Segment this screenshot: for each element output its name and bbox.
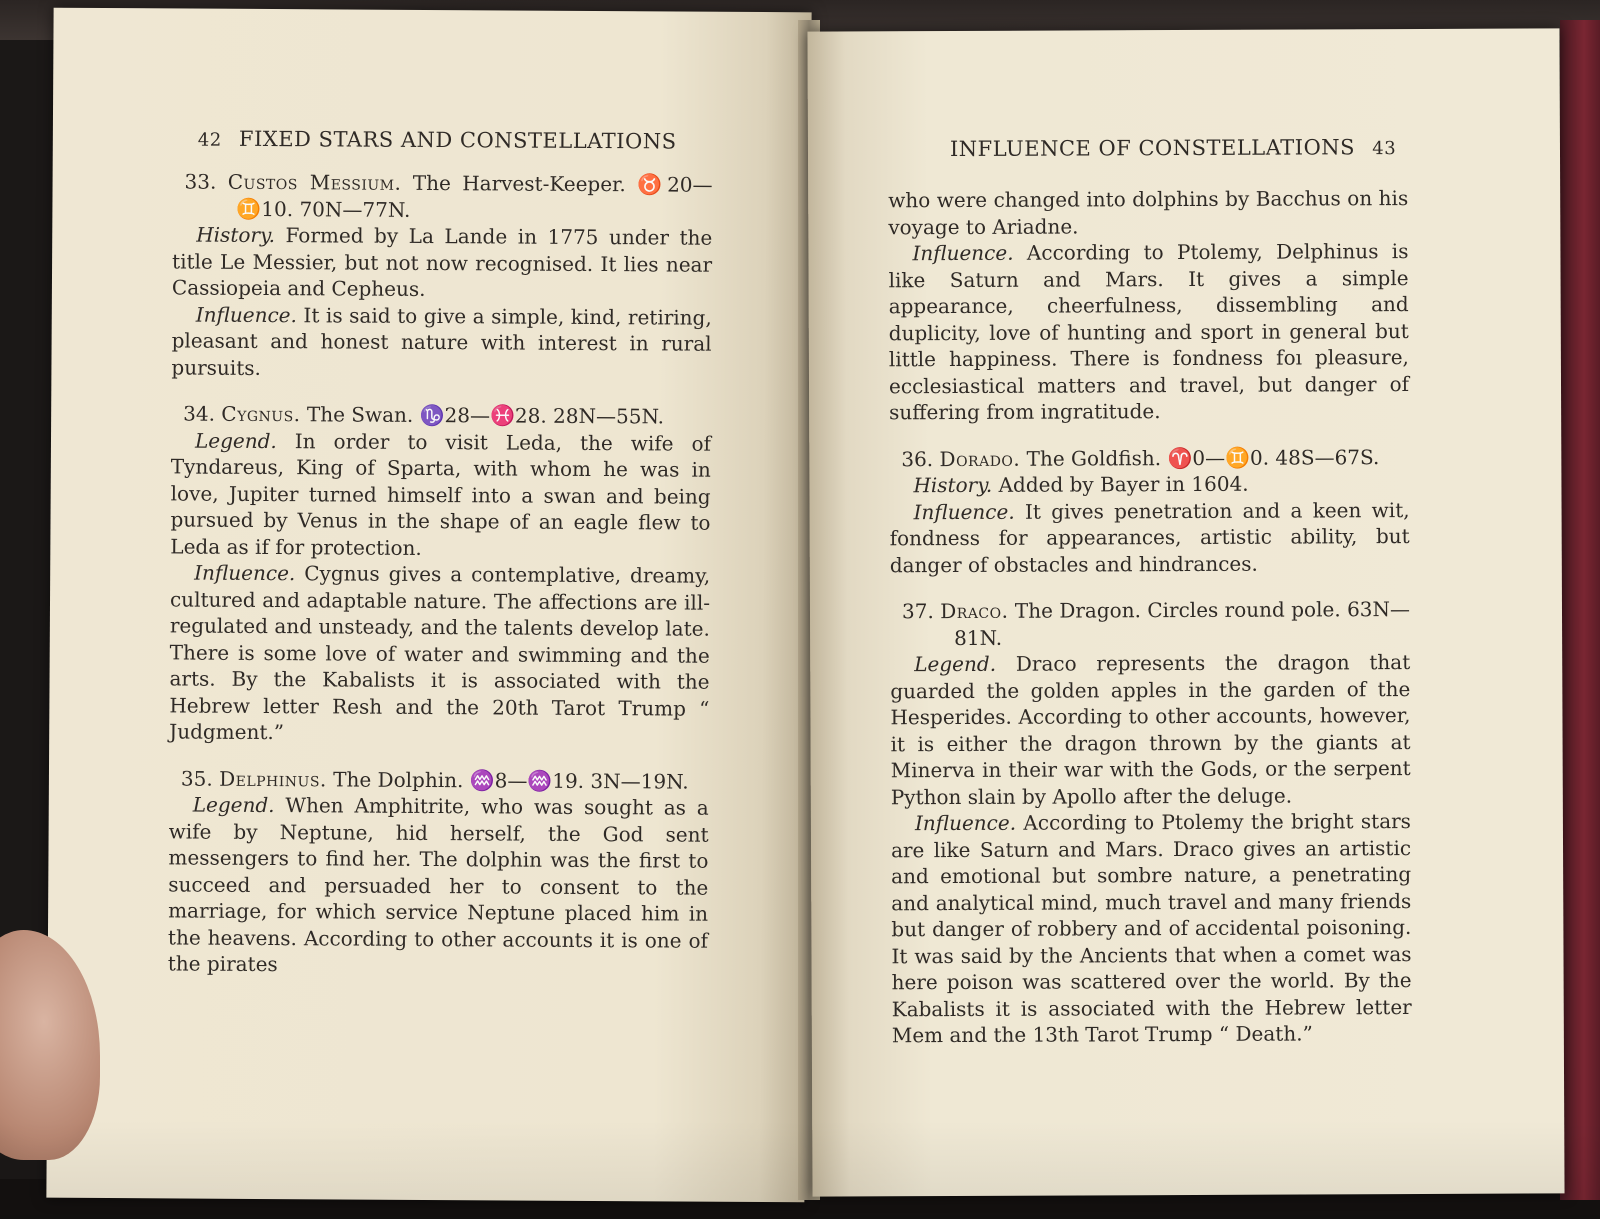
- paragraph-text: According to Ptolemy, Delphinus is like Saturn and Mars. It gives a simple appearance, cheerfulness, dissembling and duplicity, love of hunting and sport in general but little happiness. There is fondness foı pleasure, ecclesiastical matters and travel, but danger of suffering from ingratitude.: [888, 239, 1410, 425]
- entry-details: The Goldfish. ♈0—♊0. 48S—67S.: [1026, 444, 1380, 471]
- entry-heading: [171, 400, 711, 430]
- entry-heading: [889, 444, 1409, 473]
- right-running-head-title: INFLUENCE OF CONSTELLATIONS: [949, 135, 1356, 162]
- entry-name: Cygnus.: [221, 401, 301, 427]
- legend-paragraph: [890, 649, 1411, 810]
- influence-paragraph: [888, 238, 1409, 426]
- entry-heading: [172, 168, 712, 224]
- left-text-column: [168, 168, 713, 1000]
- influence-paragraph: [169, 559, 710, 748]
- legend-paragraph: [170, 427, 711, 563]
- entry-details: The Harvest-Keeper. ♉20—♊10. 70N—77N.: [236, 170, 713, 222]
- entry-number: 35.: [180, 765, 213, 791]
- entry-35-continued: [888, 185, 1409, 426]
- continuation-text: who were changed into dolphins by Bacchus on his voyage to Ariadne.: [888, 186, 1409, 239]
- paragraph-label: Legend.: [192, 792, 275, 818]
- entry-name: Custos Messium.: [227, 169, 402, 195]
- paragraph-label: History.: [196, 222, 276, 248]
- left-running-header: [188, 127, 677, 154]
- entry-name: Delphinus.: [219, 766, 327, 791]
- entry-number: 34.: [183, 401, 216, 426]
- right-running-header: [950, 135, 1406, 161]
- legend-paragraph: [168, 791, 709, 980]
- left-running-head-title: FIXED STARS AND CONSTELLATIONS: [238, 126, 677, 154]
- entry-details: The Swan. ♑28—♓28. 28N—55N.: [306, 402, 665, 429]
- paragraph-label: Influence.: [195, 302, 297, 327]
- paragraph-text: It is said to give a simple, kind, retiring, pleasant and honest nature with interest in rural pursuits.: [171, 302, 712, 380]
- paragraph-text: In order to visit Leda, the wife of Tyndareus, King of Sparta, with whom he was in love, Jupiter turned himself into a swan and being pursued by Venus in the shape of an eagle flew to Leda as if for protection.: [170, 428, 712, 560]
- paragraph-label: Influence.: [912, 240, 1014, 266]
- history-paragraph: [172, 221, 712, 304]
- entry-number: 33.: [184, 169, 217, 194]
- right-text-column: [888, 185, 1412, 1069]
- entry-heading: [169, 765, 709, 795]
- paragraph-text: Draco represents the dragon that guarded the golden apples in the garden of the Hesperides. According to other accounts, however, it is either the dragon thrown by the giants at Minerva in their war with the Gods, or the serpent Python slain by Apollo after the deluge.: [890, 650, 1411, 809]
- paragraph-text: Cygnus gives a contemplative, dreamy, cultured and adaptable nature. The affections are ill-regulated and unsteady, and the talents develop late. There is some love of water and swimming and the arts. By the Kabalists it is associated with the Hebrew letter Resh and the 20th Tarot Trump “ Judgment.”: [169, 561, 711, 745]
- entry-34: [169, 400, 711, 748]
- paragraph-label: Legend.: [194, 428, 277, 453]
- entry-number: 37.: [901, 599, 934, 624]
- bottom-shadow: [0, 1120, 1600, 1219]
- paragraph-label: Influence.: [194, 560, 296, 586]
- entry-details: The Dragon. Circles round pole. 63N—81N.: [954, 597, 1411, 650]
- paragraph-text: Added by Bayer in 1604.: [998, 471, 1249, 497]
- paragraph-text: Formed by La Lande in 1775 under the title Le Messier, but not now recognised. It lies near Cassiopeia and Cepheus.: [171, 223, 713, 301]
- entry-heading: [890, 596, 1410, 651]
- paragraph-text: According to Ptolemy the bright stars are like Saturn and Mars. Draco gives an artistic and emotional but sombre nature, a penetrating and analytical mind, much travel and many friends but danger of robbery and of accidental poisoning. It was said by the Ancients that when a comet was here poison was scattered over the world. By the Kabalists it is associated with the Hebrew letter Mem and the 13th Tarot Trump “ Death.”: [890, 809, 1412, 1048]
- entry-number: 36.: [901, 446, 934, 471]
- paragraph-label: Influence.: [914, 810, 1017, 836]
- right-page-number: 43: [1372, 138, 1397, 160]
- book-cover-edge: [1560, 20, 1600, 1200]
- entry-details: The Dolphin. ♒8—♒19. 3N—19N.: [333, 766, 689, 794]
- entry-name: Dorado.: [939, 446, 1021, 471]
- entry-36: [889, 444, 1410, 579]
- entry-name: Draco.: [940, 598, 1009, 624]
- entry-35: [168, 765, 709, 980]
- paragraph-text: It gives penetration and a keen wit, fondness for appearances, artistic ability, but danger of obstacles and hindrances.: [889, 497, 1410, 577]
- influence-paragraph: [890, 497, 1410, 579]
- paragraph-label: Legend.: [914, 651, 997, 677]
- right-page: [807, 28, 1564, 1196]
- entry-37: [890, 596, 1412, 1049]
- history-paragraph: [889, 470, 1409, 499]
- entry-33: [171, 168, 712, 383]
- influence-paragraph: [171, 301, 711, 384]
- influence-paragraph: [891, 808, 1412, 1049]
- paragraph-label: Influence.: [913, 499, 1015, 524]
- left-page-number: 42: [197, 129, 222, 151]
- paragraph-text: When Amphitrite, who was sought as a wife by Neptune, hid herself, the God sent messengers to find her. The dolphin was the first to succeed and persuaded her to consent to the marriage, for which service Neptune placed him in the heavens. According to other accounts it is one of the pirates: [167, 793, 709, 977]
- paragraph-label: History.: [913, 472, 993, 498]
- left-page: [46, 8, 811, 1203]
